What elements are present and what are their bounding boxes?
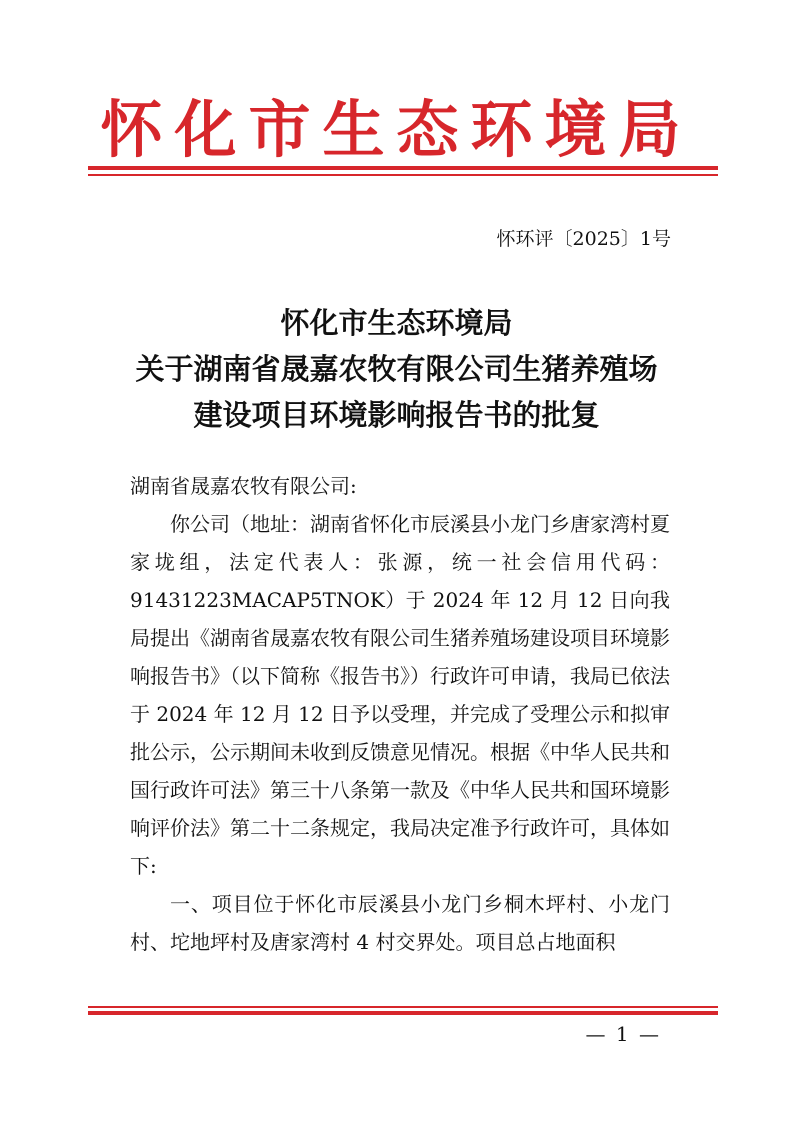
title-line-3: 建设项目环境影响报告书的批复 <box>193 398 600 432</box>
recipient-line: 湖南省晟嘉农牧有限公司: <box>130 474 357 498</box>
document-title <box>80 300 713 438</box>
masthead-title: 怀化市生态环境局 <box>100 93 693 166</box>
title-line-1: 怀化市生态环境局 <box>280 306 513 340</box>
masthead-rule-thin <box>88 174 718 176</box>
paragraph-1: 你公司（地址：湖南省怀化市辰溪县小龙门乡唐家湾村夏家垅组，法定代表人：张源，统一社会信用代码：91431223MACAP5TNOK）于 2024 年 12 月 12 日向我局提出《湖南省晟嘉农牧有限公司生猪养殖场建设项目环境影响报告书》（以下简称《报告书》）行政许可申请，我局已依法于 2024 年 12 月 12 日予以受理，并完成了受理公示和拟审批公示，公示期间未收到反馈意见情况。根据《中华人民共和国行政许可法》第三十八条第一款及《中华人民共和国环境影响评价法》第二十二条规定，我局决定准予行政许可，具体如下: <box>130 512 670 878</box>
footer-rule-thick <box>88 1011 718 1015</box>
paragraph-2: 一、项目位于怀化市辰溪县小龙门乡桐木坪村、小龙门村、坨地坪村及唐家湾村 4 村交界处。项目总占地面积 <box>130 892 670 954</box>
document-body <box>130 467 670 961</box>
title-line-2: 关于湖南省晟嘉农牧有限公司生猪养殖场 <box>135 352 658 386</box>
page-number: — 1 — <box>585 1022 661 1046</box>
footer-rule-thin <box>88 1006 718 1008</box>
masthead-rule-thick <box>88 166 718 170</box>
document-number: 怀环评〔2025〕1号 <box>496 228 671 250</box>
